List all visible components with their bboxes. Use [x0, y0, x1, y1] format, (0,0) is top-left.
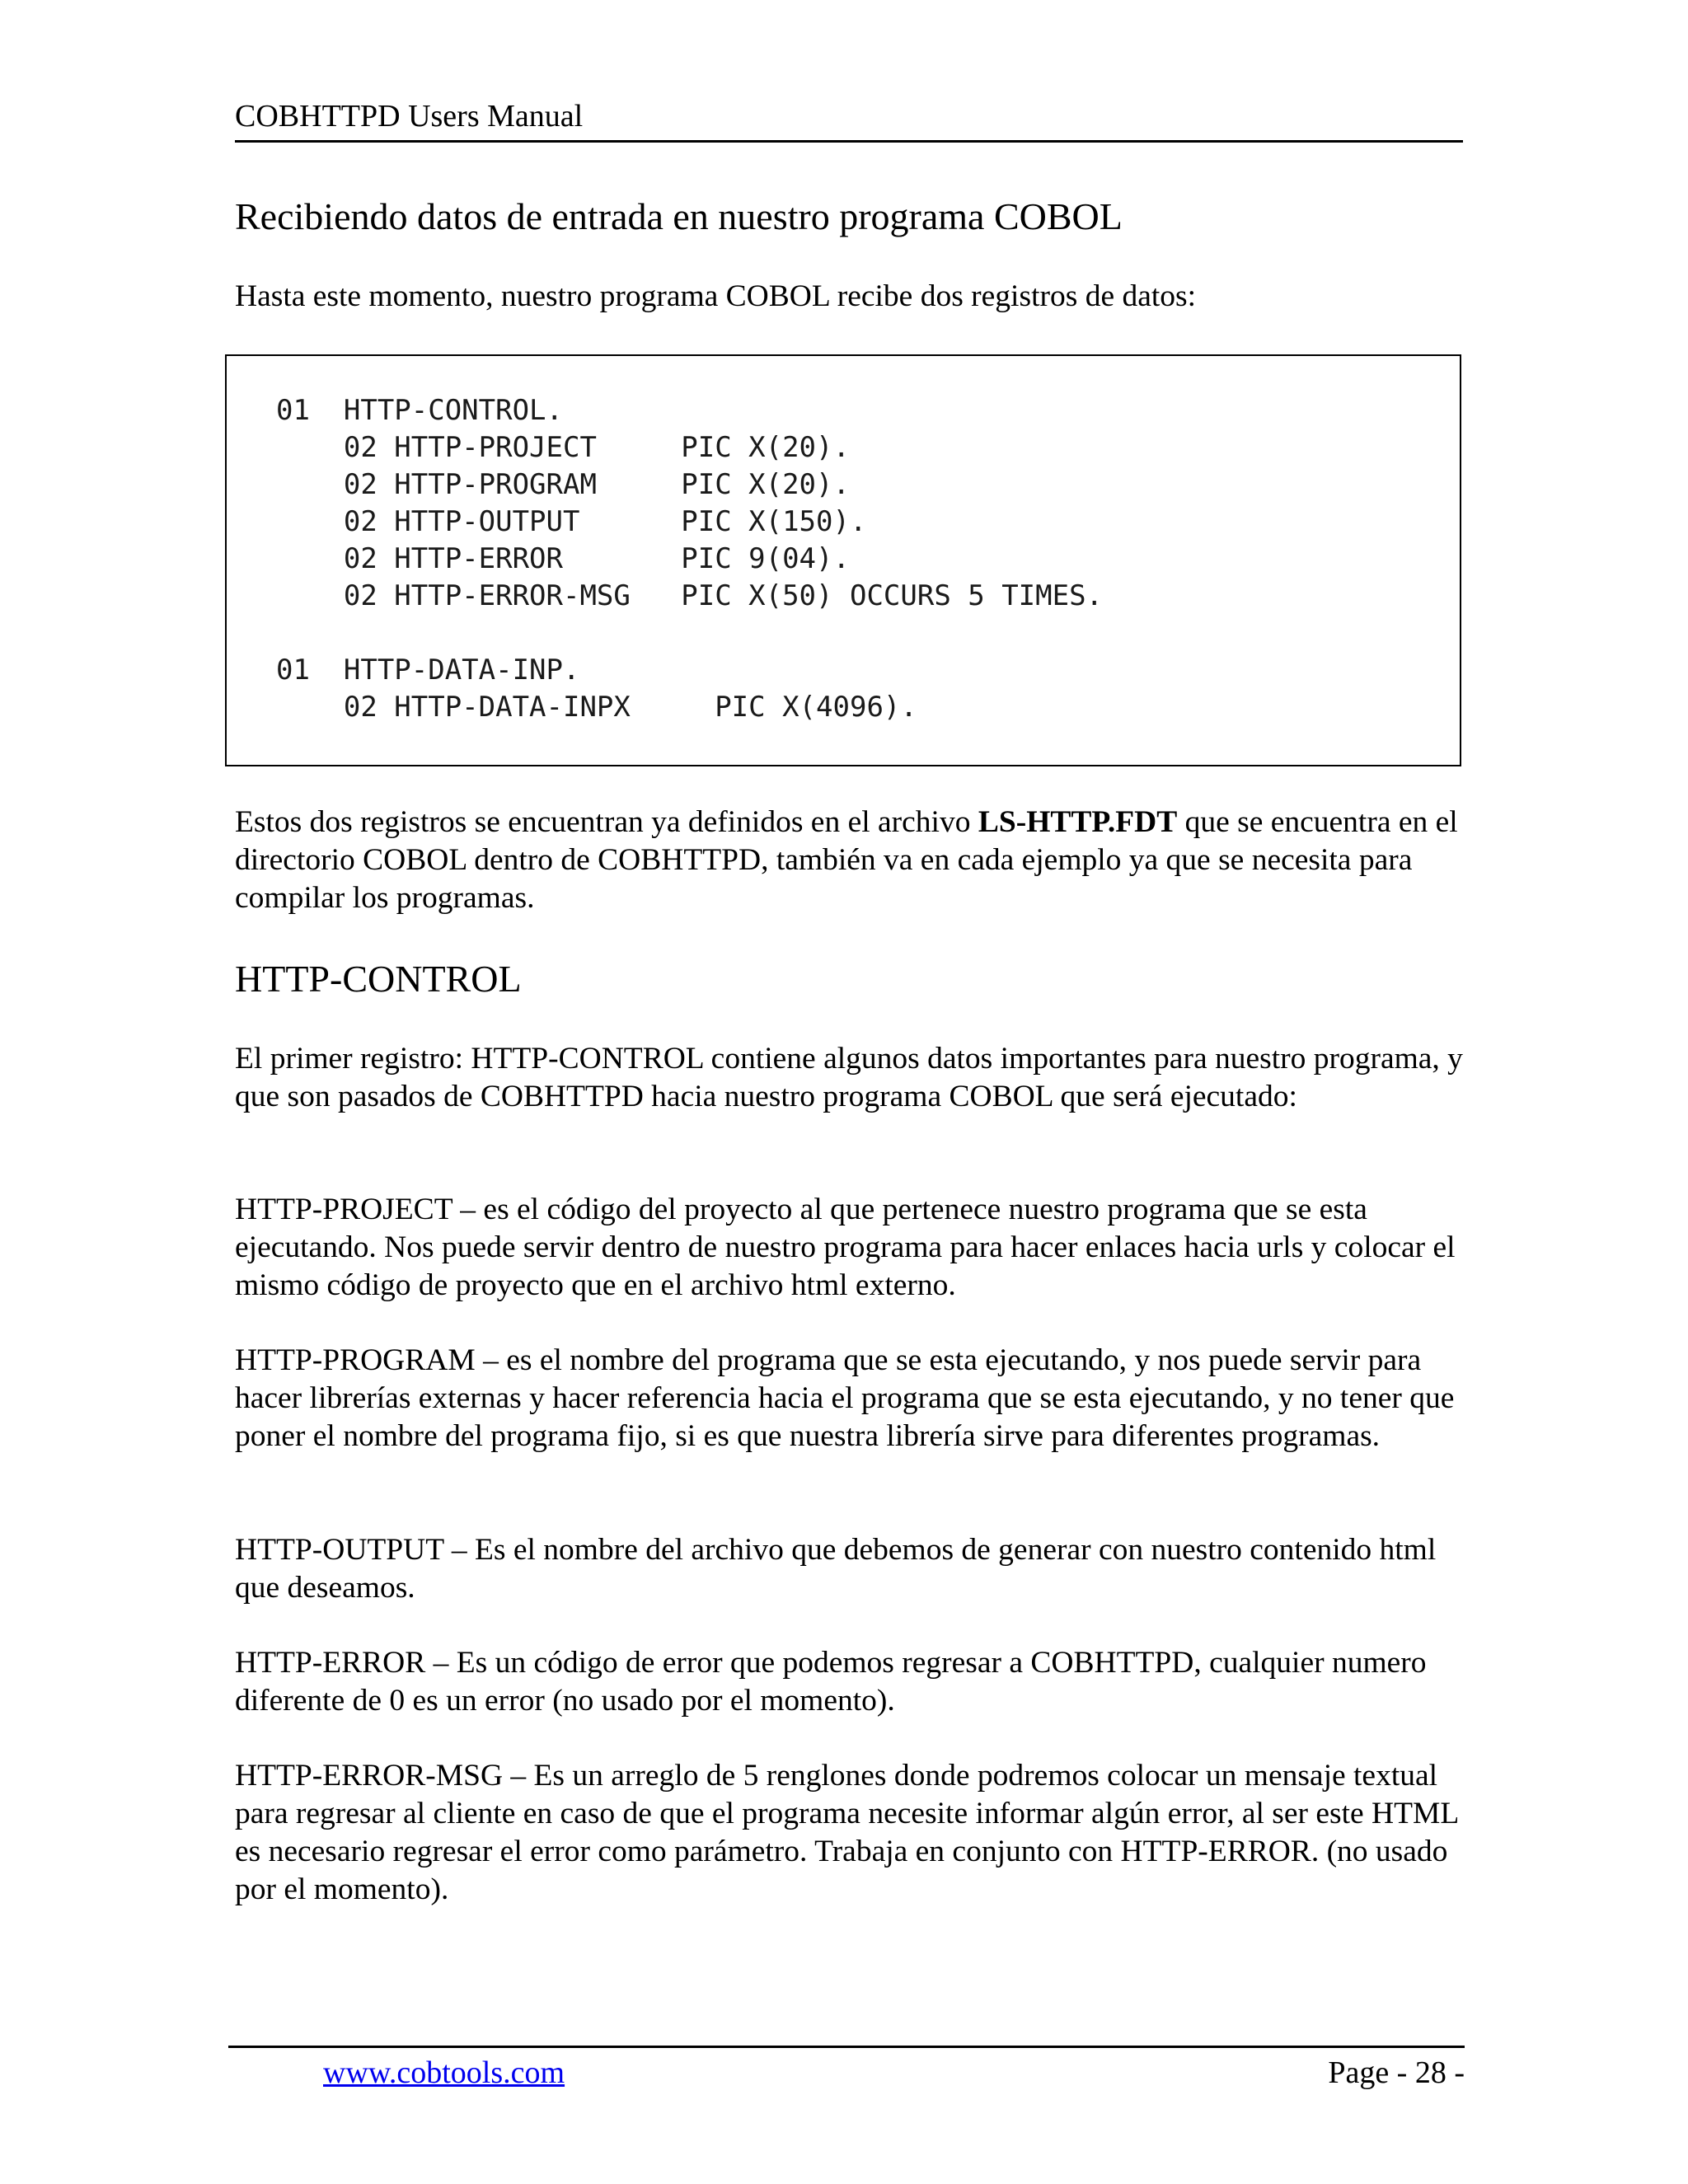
code-line: 02 HTTP-OUTPUT PIC X(150). — [276, 505, 867, 538]
manual-title: COBHTTPD Users Manual — [235, 99, 584, 134]
field-http-error: HTTP-ERROR – Es un código de error que podemos regresar a COBHTTPD, cualquier numero diferente de 0 es un error (no usado por el momento). — [235, 1646, 1427, 1718]
section-title-receiving-data: Recibiendo datos de entrada en nuestro programa COBOL — [235, 195, 1123, 237]
http-control-intro: El primer registro: HTTP-CONTROL contiene algunos datos importantes para nuestro programa, y que son pasados de COBHTTPD hacia nuestro programa COBOL que será ejecutado: — [235, 1042, 1463, 1113]
records-note-before: Estos dos registros se encuentran ya definidos en el archivo — [235, 805, 978, 839]
code-line: 01 HTTP-DATA-INP. — [276, 654, 580, 687]
page-number: Page - 28 - — [1328, 2055, 1465, 2090]
intro-paragraph: Hasta este momento, nuestro programa COBOL recibe dos registros de datos: — [235, 279, 1197, 313]
code-line: 02 HTTP-PROGRAM PIC X(20). — [276, 468, 850, 501]
field-http-output: HTTP-OUTPUT – Es el nombre del archivo que debemos de generar con nuestro contenido html que deseamos. — [235, 1533, 1437, 1605]
code-block — [225, 354, 1461, 766]
records-note-after: que se encuentra en el directorio COBOL dentro de COBHTTPD, también va en cada ejemplo ya que se necesita para compilar los programas. — [235, 805, 1458, 915]
field-http-project: HTTP-PROJECT – es el código del proyecto al que pertenece nuestro programa que se esta ejecutando. Nos puede servir dentro de nuestro programa para hacer enlaces hacia urls y colocar el mismo código de proyecto que en el archivo html externo. — [235, 1193, 1456, 1302]
page-footer — [228, 2046, 1465, 2097]
code-line: 02 HTTP-ERROR-MSG PIC X(50) OCCURS 5 TIMES. — [276, 579, 1104, 612]
website-link[interactable]: www.cobtools.com — [323, 2055, 565, 2090]
code-line: 02 HTTP-PROJECT PIC X(20). — [276, 431, 850, 464]
code-line: 01 HTTP-CONTROL. — [276, 394, 563, 427]
page-header — [235, 97, 1463, 143]
field-http-program: HTTP-PROGRAM – es el nombre del programa que se esta ejecutando, y nos puede servir para hacer librerías externas y hacer referencia hacia el programa que se esta ejecutando, y no tener que poner el nombre del programa fijo, si es que nuestra librería sirve para diferentes programas. — [235, 1343, 1455, 1453]
fdt-filename: LS-HTTP.FDT — [978, 805, 1178, 839]
code-line: 02 HTTP-DATA-INPX PIC X(4096). — [276, 691, 917, 724]
section-title-http-control: HTTP-CONTROL — [235, 958, 522, 1000]
field-http-error-msg: HTTP-ERROR-MSG – Es un arreglo de 5 renglones donde podremos colocar un mensaje textual para regresar al cliente en caso de que el programa necesite informar algún error, al ser este HTML es necesario regresar el error como parámetro. Trabaja en conjunto con HTTP-ERROR. (no usado por el momento). — [235, 1759, 1458, 1906]
code-line: 02 HTTP-ERROR PIC 9(04). — [276, 542, 850, 575]
records-note-paragraph — [235, 804, 1471, 917]
